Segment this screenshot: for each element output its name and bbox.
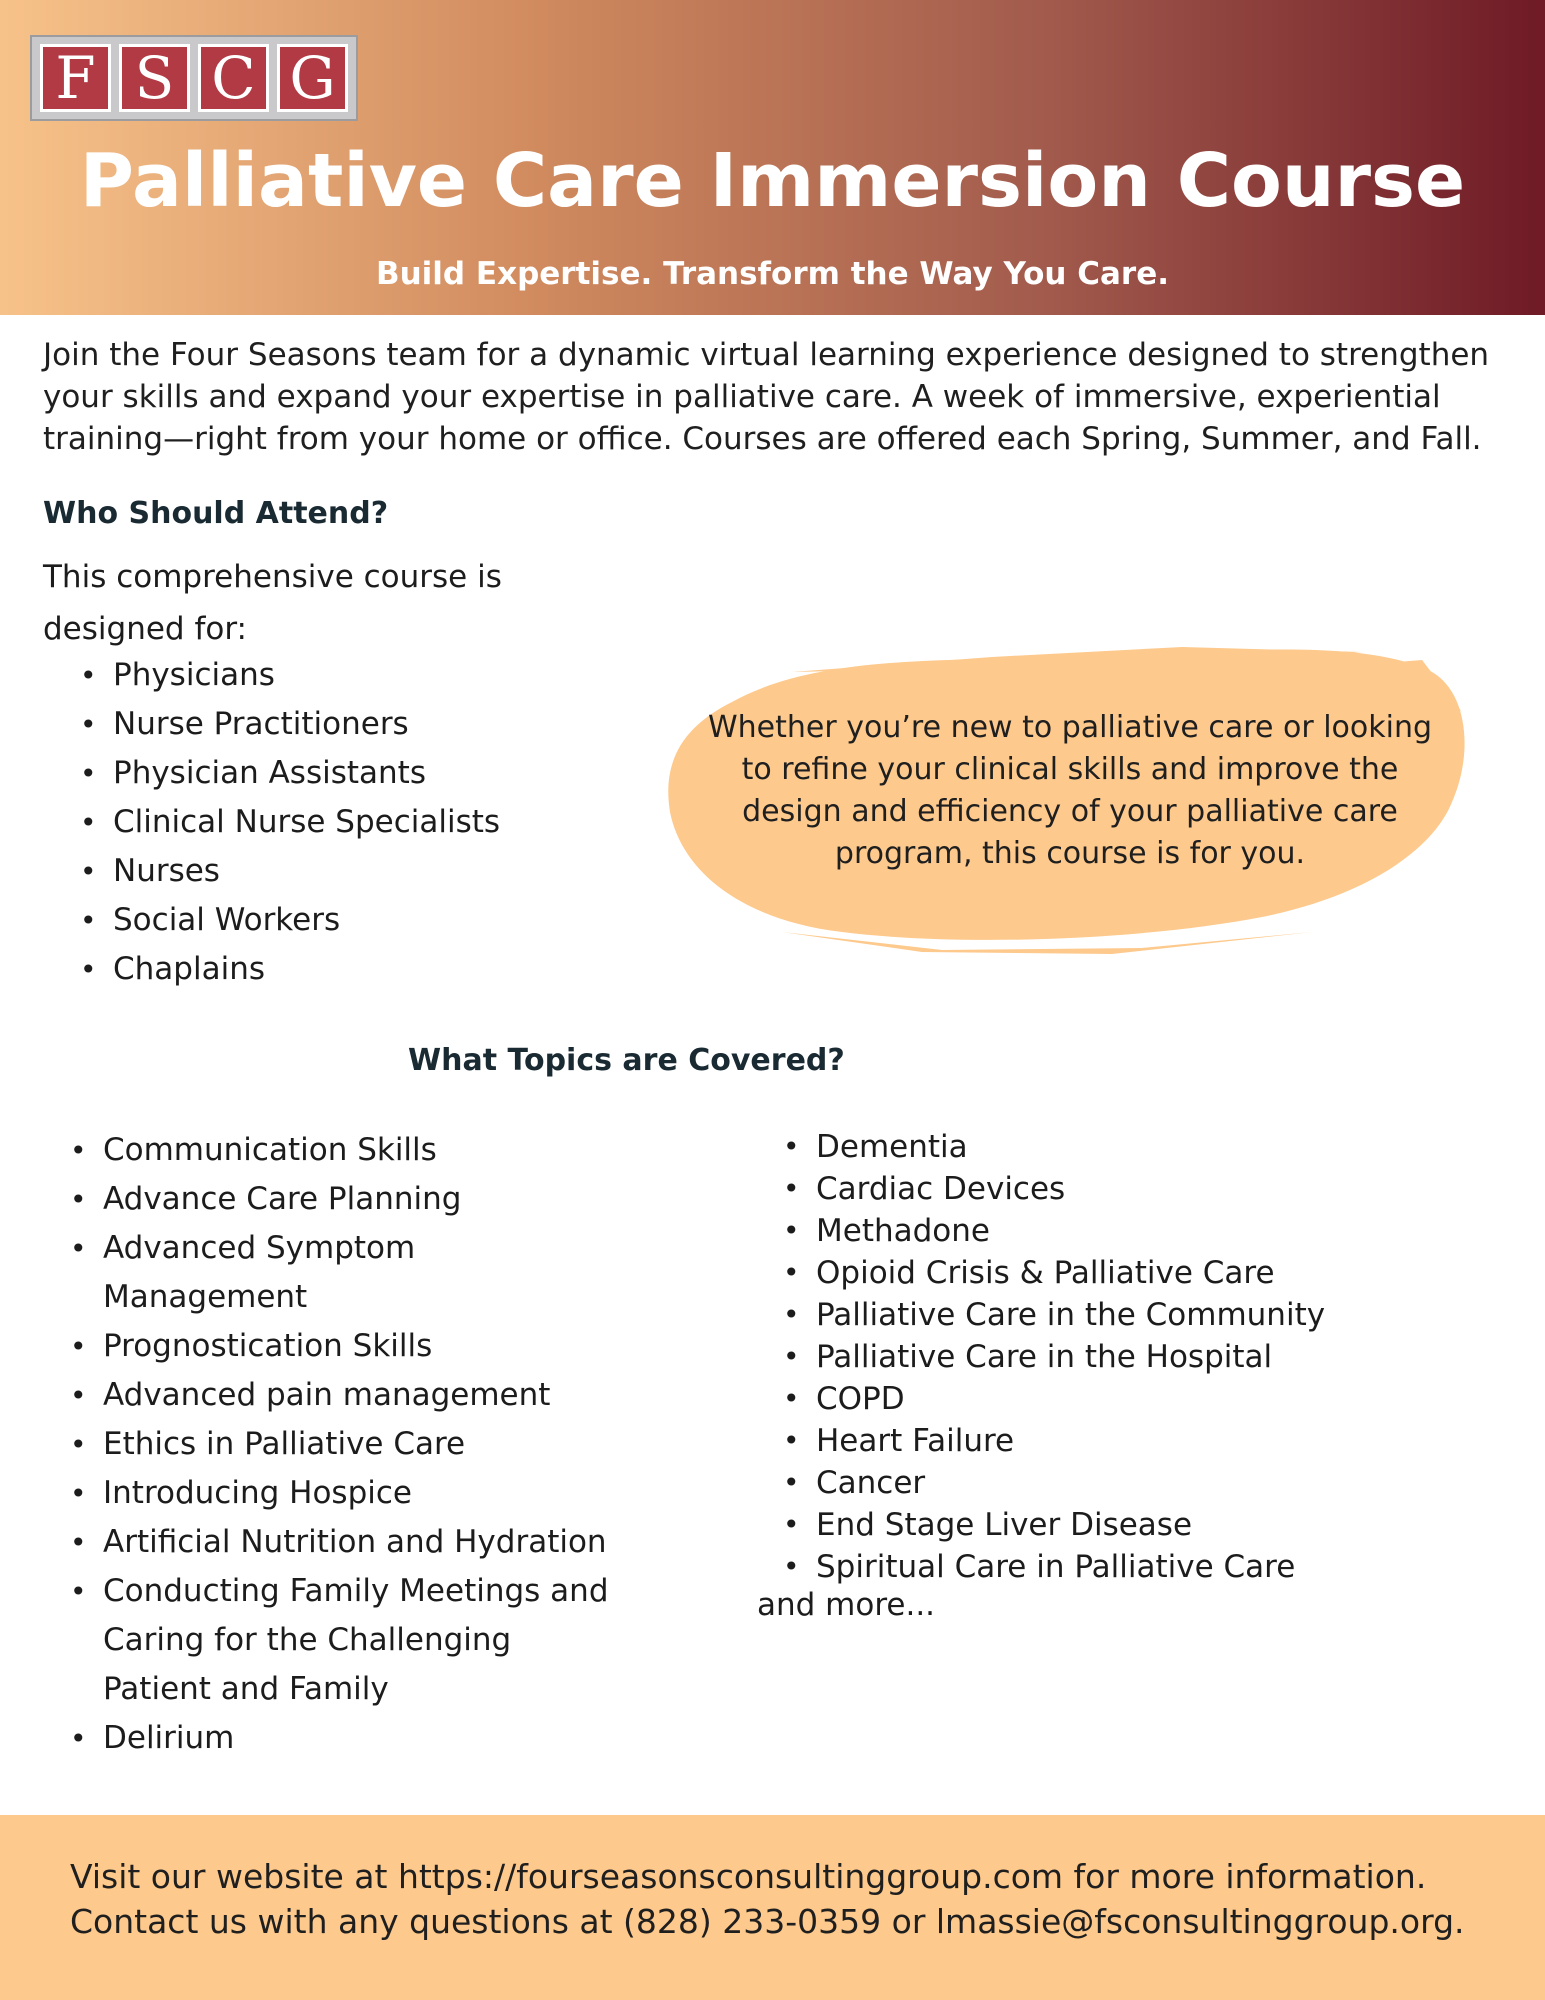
topic-label: Advance Care Planning bbox=[103, 1181, 462, 1217]
audience-label: Nurse Practitioners bbox=[113, 706, 409, 742]
header-banner bbox=[0, 0, 1545, 315]
topic-label: Communication Skills bbox=[103, 1132, 437, 1168]
page-subtitle: Build Expertise. Transform the Way You Care. bbox=[375, 256, 1169, 292]
audience-item bbox=[80, 798, 501, 847]
bullet-icon: • bbox=[783, 1256, 800, 1289]
audience-label: Physicians bbox=[113, 657, 275, 693]
footer-banner bbox=[0, 1815, 1545, 2000]
bullet-icon: • bbox=[70, 1232, 87, 1265]
topic-item bbox=[783, 1504, 1376, 1546]
bullet-icon: • bbox=[80, 806, 97, 839]
bullet-icon: • bbox=[783, 1508, 800, 1541]
bullet-icon: • bbox=[70, 1575, 87, 1608]
topic-label: Conducting Family Meetings and Caring for the Challenging Patient and Family bbox=[103, 1573, 609, 1707]
bullet-icon: • bbox=[70, 1428, 87, 1461]
bullet-icon: • bbox=[783, 1340, 800, 1373]
bullet-icon: • bbox=[80, 953, 97, 986]
topic-item bbox=[783, 1462, 1376, 1504]
topic-label: Advanced pain management bbox=[103, 1377, 551, 1413]
topic-label: Prognostication Skills bbox=[103, 1328, 433, 1364]
topic-label: Opioid Crisis & Palliative Care bbox=[816, 1255, 1275, 1291]
topic-label: Dementia bbox=[816, 1129, 968, 1165]
bullet-icon: • bbox=[70, 1526, 87, 1559]
bullet-icon: • bbox=[80, 904, 97, 937]
page-title: Palliative Care Immersion Course bbox=[79, 138, 1466, 224]
logo-letter-g: G bbox=[277, 44, 348, 112]
bullet-icon: • bbox=[783, 1298, 800, 1331]
topic-label: Methadone bbox=[816, 1213, 990, 1249]
audience-label: Chaplains bbox=[113, 951, 265, 987]
bullet-icon: • bbox=[783, 1214, 800, 1247]
topic-item bbox=[783, 1126, 1376, 1168]
who-should-attend-heading: Who Should Attend? bbox=[43, 496, 389, 531]
contact-info: Contact us with any questions at (828) 233-0359 or lmassie@fsconsultinggroup.org. bbox=[70, 1902, 1465, 1941]
audience-label: Physician Assistants bbox=[113, 755, 426, 791]
topic-label: Palliative Care in the Hospital bbox=[816, 1339, 1273, 1375]
topic-label: Spiritual Care in Palliative Care bbox=[816, 1549, 1296, 1585]
bullet-icon: • bbox=[80, 757, 97, 790]
topic-label: Palliative Care in the Community bbox=[816, 1297, 1326, 1333]
topic-item bbox=[783, 1210, 1376, 1252]
topic-label: Cancer bbox=[816, 1465, 926, 1501]
bullet-icon: • bbox=[80, 708, 97, 741]
topic-label: Introducing Hospice bbox=[103, 1475, 412, 1511]
topic-item bbox=[70, 1175, 623, 1224]
topic-item bbox=[70, 1714, 623, 1763]
topic-label: Heart Failure bbox=[816, 1423, 1015, 1459]
audience-label: Clinical Nurse Specialists bbox=[113, 804, 501, 840]
audience-item bbox=[80, 847, 500, 896]
bullet-icon: • bbox=[783, 1550, 800, 1583]
who-intro-text: This comprehensive course is designed for: bbox=[43, 559, 502, 647]
audience-item bbox=[80, 749, 500, 798]
topics-list-right bbox=[783, 1126, 1376, 1588]
and-more-text: and more... bbox=[757, 1587, 936, 1623]
website-info: Visit our website at https://fourseasonsconsultinggroup.com for more information. bbox=[70, 1857, 1427, 1896]
topic-item bbox=[783, 1420, 1376, 1462]
topic-item bbox=[70, 1420, 623, 1469]
bullet-icon: • bbox=[783, 1382, 800, 1415]
intro-paragraph: Join the Four Seasons team for a dynamic virtual learning experience designed to strengthen your skills and expand your expertise in palliative care. A week of immersive, experiential training—right from your home or office. Courses are offered each Spring, Summer, and Fall. bbox=[43, 337, 1490, 457]
bullet-icon: • bbox=[783, 1424, 800, 1457]
topic-item bbox=[70, 1322, 623, 1371]
audience-label: Social Workers bbox=[113, 902, 341, 938]
bullet-icon: • bbox=[70, 1330, 87, 1363]
bullet-icon: • bbox=[70, 1183, 87, 1216]
topic-label: Ethics in Palliative Care bbox=[103, 1426, 466, 1462]
topic-item bbox=[783, 1546, 1376, 1588]
bullet-icon: • bbox=[783, 1172, 800, 1205]
topic-item bbox=[70, 1567, 623, 1714]
bullet-icon: • bbox=[80, 659, 97, 692]
bullet-icon: • bbox=[80, 855, 97, 888]
bullet-icon: • bbox=[70, 1722, 87, 1755]
logo-letter-c: C bbox=[198, 44, 269, 112]
topic-item bbox=[783, 1252, 1376, 1294]
topic-item bbox=[70, 1518, 623, 1567]
bullet-icon: • bbox=[70, 1379, 87, 1412]
topic-label: Artificial Nutrition and Hydration bbox=[103, 1524, 607, 1560]
topic-label: Cardiac Devices bbox=[816, 1171, 1066, 1207]
topic-label: COPD bbox=[816, 1381, 905, 1417]
logo-letter-s: S bbox=[119, 44, 190, 112]
topic-item bbox=[70, 1224, 623, 1322]
topic-item bbox=[783, 1168, 1376, 1210]
topics-heading: What Topics are Covered? bbox=[408, 1043, 845, 1078]
topic-label: Advanced Symptom Management bbox=[103, 1230, 416, 1315]
bullet-icon: • bbox=[783, 1130, 800, 1163]
topic-label: Delirium bbox=[103, 1720, 235, 1756]
audience-item bbox=[80, 651, 500, 700]
audience-label: Nurses bbox=[113, 853, 220, 889]
topic-label: End Stage Liver Disease bbox=[816, 1507, 1193, 1543]
topic-item bbox=[70, 1126, 623, 1175]
topic-item bbox=[783, 1294, 1376, 1336]
topics-list-left bbox=[70, 1126, 623, 1763]
topic-item bbox=[783, 1336, 1376, 1378]
fscg-logo bbox=[30, 35, 358, 121]
audience-item bbox=[80, 896, 500, 945]
audience-item bbox=[80, 945, 500, 994]
callout-text: Whether you’re new to palliative care or looking to refine your clinical skills and improve the design and efficiency of your palliative care program, this course is for you. bbox=[708, 710, 1432, 871]
topic-item bbox=[70, 1469, 623, 1518]
topic-item bbox=[70, 1371, 623, 1420]
bullet-icon: • bbox=[70, 1477, 87, 1510]
topic-item bbox=[783, 1378, 1376, 1420]
audience-item bbox=[80, 700, 500, 749]
bullet-icon: • bbox=[783, 1466, 800, 1499]
bullet-icon: • bbox=[70, 1134, 87, 1167]
audience-list bbox=[80, 651, 501, 994]
logo-letter-f: F bbox=[40, 44, 111, 112]
